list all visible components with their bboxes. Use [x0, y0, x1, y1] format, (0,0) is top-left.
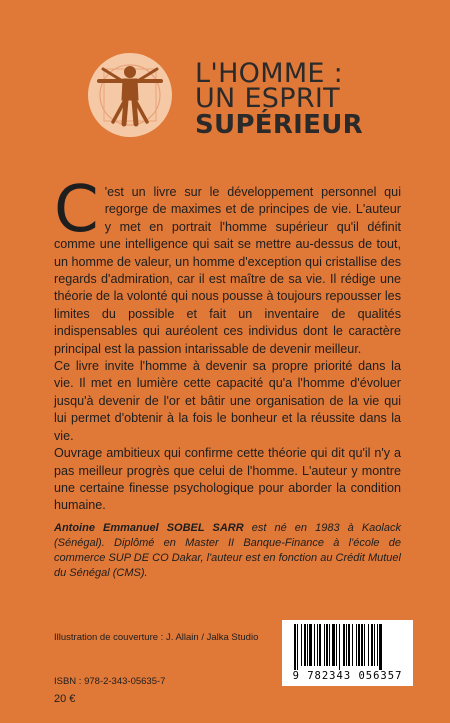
barcode-bar	[336, 624, 337, 666]
drop-cap: C	[54, 173, 99, 247]
vitruvian-man-logo	[87, 52, 173, 138]
barcode-number: 9 782343 056357	[292, 670, 403, 682]
barcode	[282, 620, 413, 686]
author-name: Antoine Emmanuel SOBEL SARR	[54, 522, 244, 534]
barcode-bar	[356, 624, 357, 666]
author-bio	[54, 521, 401, 581]
barcode-bar	[309, 624, 312, 666]
barcode-bar	[361, 624, 363, 666]
isbn: ISBN : 978-2-343-05635-7	[54, 676, 166, 687]
title-line-3: SUPÉRIEUR	[195, 110, 363, 140]
barcode-bar	[294, 624, 296, 670]
barcode-bar	[352, 624, 353, 666]
blurb	[54, 173, 401, 515]
barcode-bar	[379, 624, 382, 670]
barcode-bar	[304, 624, 306, 666]
barcode-bar	[377, 624, 378, 666]
title-line-1: L'HOMME :	[195, 58, 344, 89]
barcode-bar	[343, 624, 345, 666]
barcode-bar	[348, 624, 350, 666]
barcode-bar	[364, 624, 365, 666]
illustration-credit: Illustration de couverture : J. Allain / Jalka Studio	[54, 632, 259, 643]
blurb-paragraph-1-text: 'est un livre sur le développement personnel qui regorge de maximes et de principes de vie. L'auteur y met en portrait l'homme supérieur qu'il définit comme une intelligence qui sait se mettre au-dessus de tout, un homme de valeur, un homme d'exception qui cristallise des regards d'admiration, car il est maître de sa vie. Il rédige une théorie de la volonté qui nous pousse à toujours repousser les limites du possible et fait un inventaire de qualités indispensables qui auréolent ces individus dont le caractère principal est la passion intarissable de devenir meilleur.	[54, 185, 401, 356]
barcode-bar	[358, 624, 360, 666]
barcode-bar	[346, 624, 347, 666]
barcode-bar	[297, 624, 298, 670]
title-line-2: UN ESPRIT	[195, 83, 340, 114]
barcode-bar	[301, 624, 302, 666]
barcode-bar	[326, 624, 328, 666]
barcode-bars	[282, 620, 413, 670]
barcode-bar	[307, 624, 308, 666]
blurb-paragraph-3: Ouvrage ambitieux qui confirme cette théorie qui dit qu'il n'y a pas meilleur progrès que celui de l'homme. L'auteur y montre une certaine finesse psychologique pour aborder la condition humaine.	[54, 446, 401, 513]
barcode-bar	[314, 624, 315, 666]
blurb-paragraph-2: Ce livre invite l'homme à devenir sa propre priorité dans la vie. Il met en lumière cette capacité qu'a l'homme d'évoluer jusqu'à devenir de l'or et bâtir une organisation de la vie qui lui permet d'obtenir à la fois le bonheur et la réussite dans la vie.	[54, 359, 401, 443]
blurb-paragraph-1	[54, 173, 401, 358]
barcode-bar	[317, 624, 318, 666]
barcode-bar	[371, 624, 373, 666]
barcode-bar	[339, 624, 340, 670]
barcode-bar	[319, 624, 321, 666]
barcode-bar	[374, 624, 375, 666]
barcode-bar	[329, 624, 330, 666]
price: 20 €	[54, 693, 76, 705]
vitruvian-man-icon	[87, 52, 173, 138]
barcode-bar	[332, 624, 335, 666]
barcode-bar	[324, 624, 325, 666]
book-title	[195, 58, 435, 140]
barcode-bar	[368, 624, 369, 666]
author-bio-text: est né en 1983 à Kaolack (Sénégal). Diplômé en Master II Banque-Finance à l'école de commerce SUP DE CO Dakar, l'auteur est en fonction au Crédit Mutuel du Sénégal (CMS).	[54, 522, 401, 579]
